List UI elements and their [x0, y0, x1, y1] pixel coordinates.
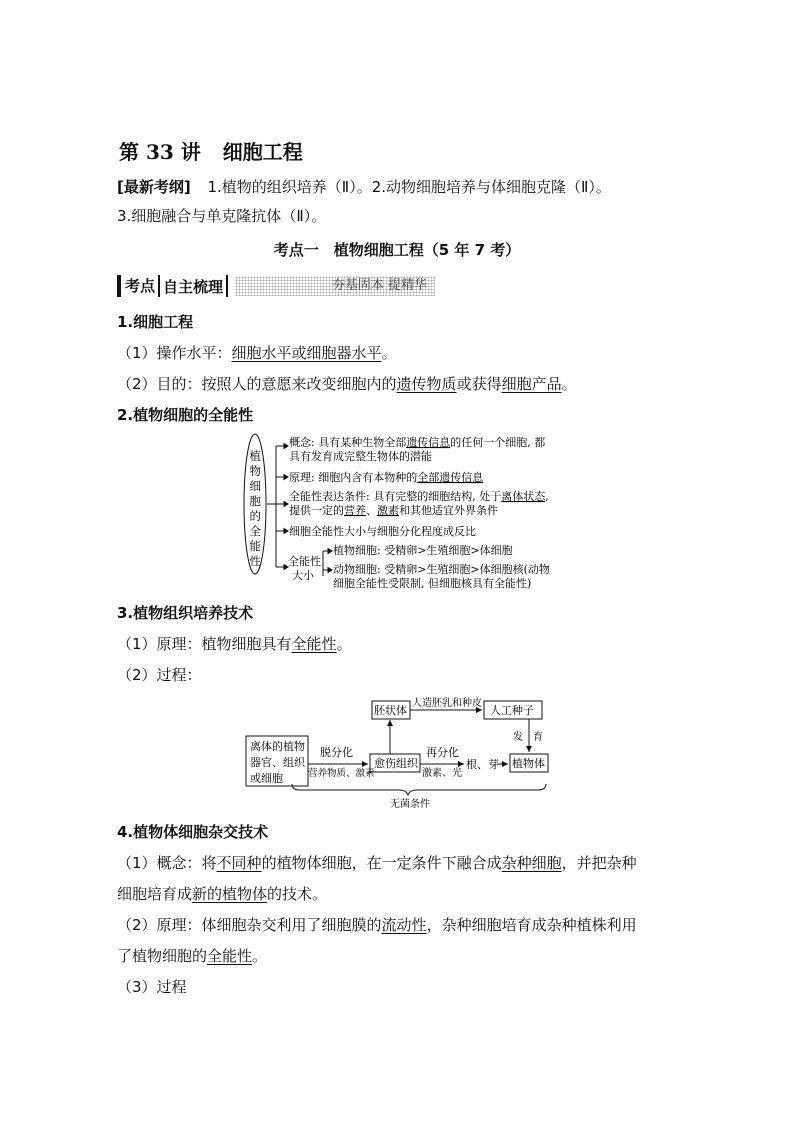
s4-principle-line-2 — [117, 946, 267, 966]
s4-concept-mid-1: 的植物体细胞，在一定条件下融合成 — [261, 854, 502, 872]
start-box-label: 离体的植物 器官、组织 或细胞 — [250, 740, 305, 785]
s4-principle-answer-2: 全能性 — [207, 947, 253, 965]
banner-divider — [158, 275, 160, 297]
condition-line-2: 提供一定的营养、激素和其他适宜外界条件 — [289, 504, 498, 517]
s4-principle-line-2-text: 了植物细胞的 — [117, 947, 208, 965]
sterile-label: 无菌条件 — [390, 799, 430, 810]
s4-concept-answer-1: 不同种 — [216, 854, 262, 872]
s3-item-1-text: （1）原理：植物细胞具有 — [117, 635, 292, 653]
artificial-endosperm-label: 人造胚乳和种皮 — [412, 698, 482, 709]
s4-principle-text: （2）原理：体细胞杂交利用了细胞膜的 — [117, 916, 382, 934]
s1-item-2-answer-2: 细胞产品 — [501, 375, 562, 393]
s1-item-1-answer: 细胞水平或细胞器水平 — [231, 344, 382, 362]
banner-part-1: 考点 — [117, 275, 155, 297]
size-label-1: 全能性 — [288, 555, 321, 568]
s1-item-2-answer-1: 遗传物质 — [396, 375, 457, 393]
develop-label: 发 育 — [513, 732, 543, 743]
s4-concept-line-2-text: 细胞培育成 — [117, 885, 193, 903]
totipotency-diagram — [240, 432, 560, 594]
s4-concept-answer-3: 新的植物体 — [192, 885, 268, 903]
s1-item-2-text: （2）目的：按照人的意愿来改变细胞内的 — [117, 375, 397, 393]
section-banner — [117, 273, 435, 299]
lecture-topic: 细胞工程 — [222, 140, 303, 164]
inverse-line: 细胞全能性大小与细胞分化程度成反比 — [289, 525, 476, 538]
section-heading: 考点一 植物细胞工程（5 年 7 考） — [273, 241, 521, 259]
s1-item-1-text: （1）操作水平： — [117, 344, 232, 362]
principle-line: 原理: 细胞内含有本物种的全部遗传信息 — [289, 471, 484, 484]
concept-line-1: 概念: 具有某种生物全部遗传信息的任何一个细胞, 都 — [289, 436, 546, 449]
s4-principle-answer-1: 流动性 — [381, 916, 427, 934]
s1-item-1 — [117, 343, 397, 363]
concept-line-2: 具有发育成完整生物体的潜能 — [289, 450, 432, 463]
embryoid-label: 胚状体 — [374, 704, 407, 717]
size-label-2: 大小 — [292, 569, 314, 582]
root-label: 植物细胞的全能性 — [249, 449, 261, 568]
s3-item-2: （2）过程： — [117, 666, 202, 684]
outline-label: [最新考纲] — [117, 178, 191, 196]
banner-slogan: 夯基固本 提精华 — [235, 276, 435, 296]
plant-label: 植物体 — [512, 757, 545, 770]
s1-item-2-mid: 或获得 — [456, 375, 502, 393]
page-title — [119, 136, 303, 165]
s1-item-2-end: 。 — [561, 375, 577, 393]
s4-principle-mid: ，杂种细胞培育成杂种植株利用 — [426, 916, 637, 934]
dedifferentiation-label: 脱分化 — [320, 746, 353, 759]
outline-text-1: 1.植物的组织培养（Ⅱ）。2.动物细胞培养与体细胞克隆（Ⅱ）。 — [207, 178, 611, 196]
sterile-brace — [292, 784, 546, 795]
s2-heading: 2.植物细胞的全能性 — [117, 406, 254, 424]
s4-concept-line-2-end: 的技术。 — [267, 885, 328, 903]
banner-part-2: 自主梳理 — [163, 277, 224, 296]
callus-label: 愈伤组织 — [374, 757, 418, 770]
tissue-culture-flow — [240, 696, 560, 812]
artificial-seed-label: 人工种子 — [490, 704, 534, 717]
condition-line-1: 全能性表达条件: 具有完整的细胞结构, 处于离体状态, — [289, 490, 549, 503]
s4-heading: 4.植物体细胞杂交技术 — [117, 823, 269, 841]
outline-line-2: 3.细胞融合与单克隆抗体（Ⅱ）。 — [117, 207, 327, 225]
s4-concept-line-1 — [117, 853, 637, 873]
banner-divider-2 — [226, 275, 228, 297]
s3-heading: 3.植物组织培养技术 — [117, 604, 254, 622]
redifferentiation-label: 再分化 — [426, 746, 459, 759]
s1-item-1-end: 。 — [381, 344, 397, 362]
s3-item-1-end: 。 — [336, 635, 352, 653]
s4-concept-line-2 — [117, 884, 327, 904]
animal-cells-line-1: 动物细胞: 受精卵>生殖细胞>体细胞核(动物 — [333, 563, 550, 576]
s4-concept-mid-2: ，并把杂种 — [561, 854, 637, 872]
hormone-light-label: 激素、光 — [422, 768, 462, 779]
plant-cells-line: 植物细胞: 受精卵>生殖细胞>体细胞 — [333, 544, 513, 557]
s1-heading: 1.细胞工程 — [117, 313, 194, 331]
s4-principle-line-2-end: 。 — [252, 947, 268, 965]
s4-concept-answer-2: 杂种细胞 — [501, 854, 562, 872]
root-bud-label: 根、芽 — [466, 758, 499, 771]
s4-item-3: （3）过程 — [117, 978, 187, 996]
s1-item-2 — [117, 374, 577, 394]
nutrients-label: 营养物质、激素 — [308, 768, 375, 779]
outline-line-1 — [117, 177, 611, 197]
lecture-number: 第 33 讲 — [119, 140, 201, 164]
s4-principle-line-1 — [117, 915, 637, 935]
s3-item-1-answer: 全能性 — [291, 635, 337, 653]
s3-item-1 — [117, 634, 352, 654]
s4-concept-text: （1）概念：将 — [117, 854, 217, 872]
animal-cells-line-2: 细胞全能性受限制, 但细胞核具有全能性) — [333, 577, 532, 590]
